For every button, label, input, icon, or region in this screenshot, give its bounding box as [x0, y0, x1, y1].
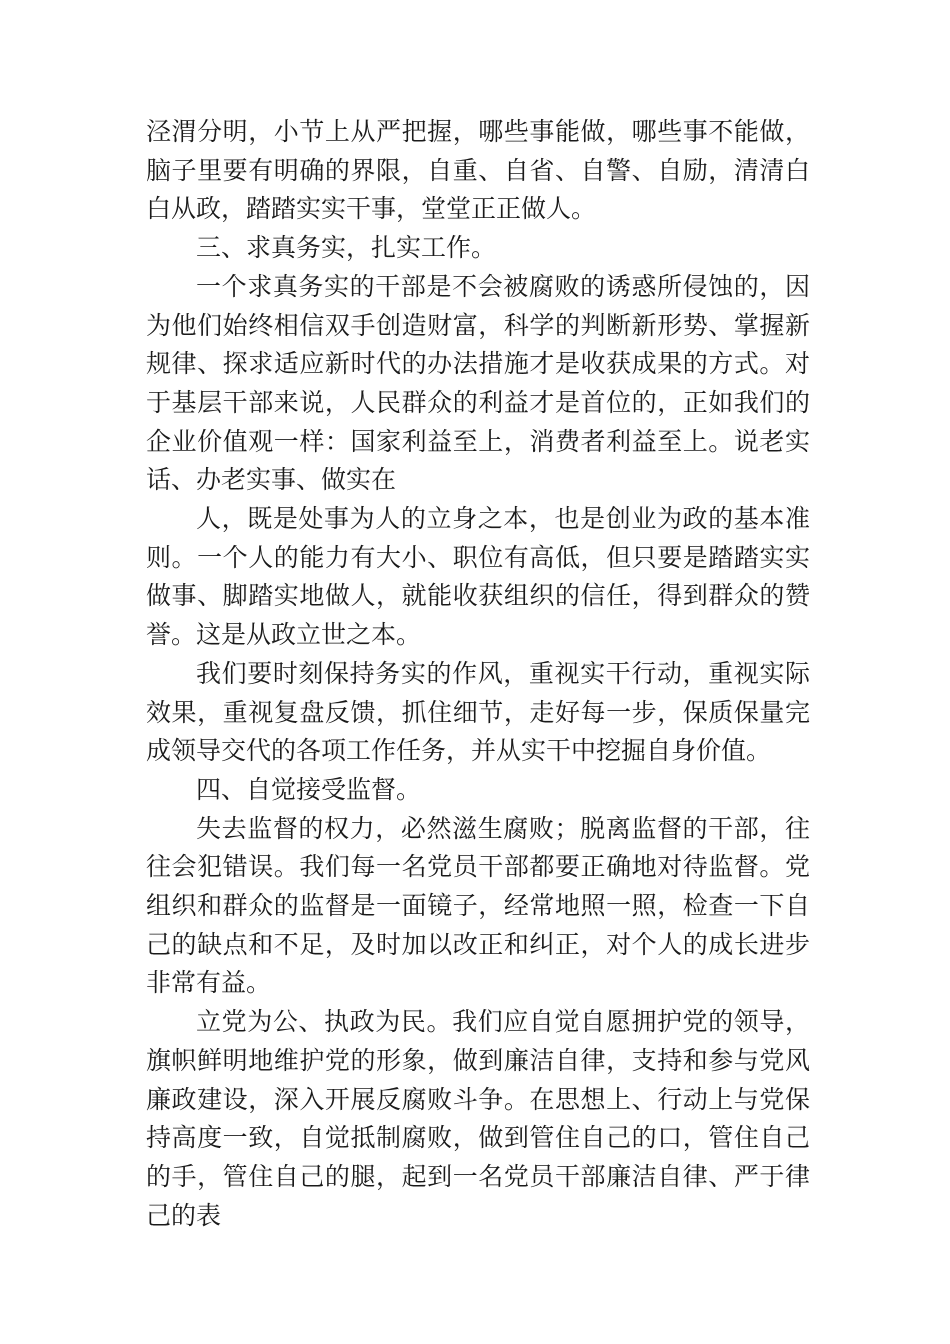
paragraph-3: 人，既是处事为人的立身之本，也是创业为政的基本准则。一个人的能力有大小、职位有高低，但只要是踏踏实实做事、脚踏实地做人，就能收获组织的信任，得到群众的赞誉。这是从政立世之本。: [146, 504, 810, 650]
paragraph-2: 一个求真务实的干部是不会被腐败的诱惑所侵蚀的，因为他们始终相信双手创造财富，科学的判断新形势、掌握新规律、探求适应新时代的办法措施才是收获成果的方式。对于基层干部来说，人民群众的利益才是首位的，正如我们的企业价值观一样：国家利益至上，消费者利益至上。说老实话、办老实事、做实在: [146, 271, 810, 495]
paragraph-5: 失去监督的权力，必然滋生腐败；脱离监督的干部，往往会犯错误。我们每一名党员干部都要正确地对待监督。党组织和群众的监督是一面镜子，经常地照一照，检查一下自己的缺点和不足，及时加以改正和纠正，对个人的成长进步非常有益。: [146, 813, 810, 998]
paragraph-6: 立党为公、执政为民。我们应自觉自愿拥护党的领导，旗帜鲜明地维护党的形象，做到廉洁自律，支持和参与党风廉政建设，深入开展反腐败斗争。在思想上、行动上与党保持高度一致，自觉抵制腐败，做到管住自己的口，管住自己的手，管住自己的腿，起到一名党员干部廉洁自律、严于律己的表: [146, 1007, 810, 1230]
document-body: [146, 113, 810, 1235]
paragraph-1: 泾渭分明，小节上从严把握，哪些事能做，哪些事不能做，脑子里要有明确的界限，自重、自省、自警、自励，清清白白从政，踏踏实实干事，堂堂正正做人。: [146, 117, 810, 224]
section-heading-4: 四、自觉接受监督。: [196, 774, 422, 804]
paragraph-4: 我们要时刻保持务实的作风，重视实干行动，重视实际效果，重视复盘反馈，抓住细节，走好每一步，保质保量完成领导交代的各项工作任务，并从实干中挖掘自身价值。: [146, 658, 810, 766]
section-heading-3: 三、求真务实，扎实工作。: [196, 233, 497, 263]
